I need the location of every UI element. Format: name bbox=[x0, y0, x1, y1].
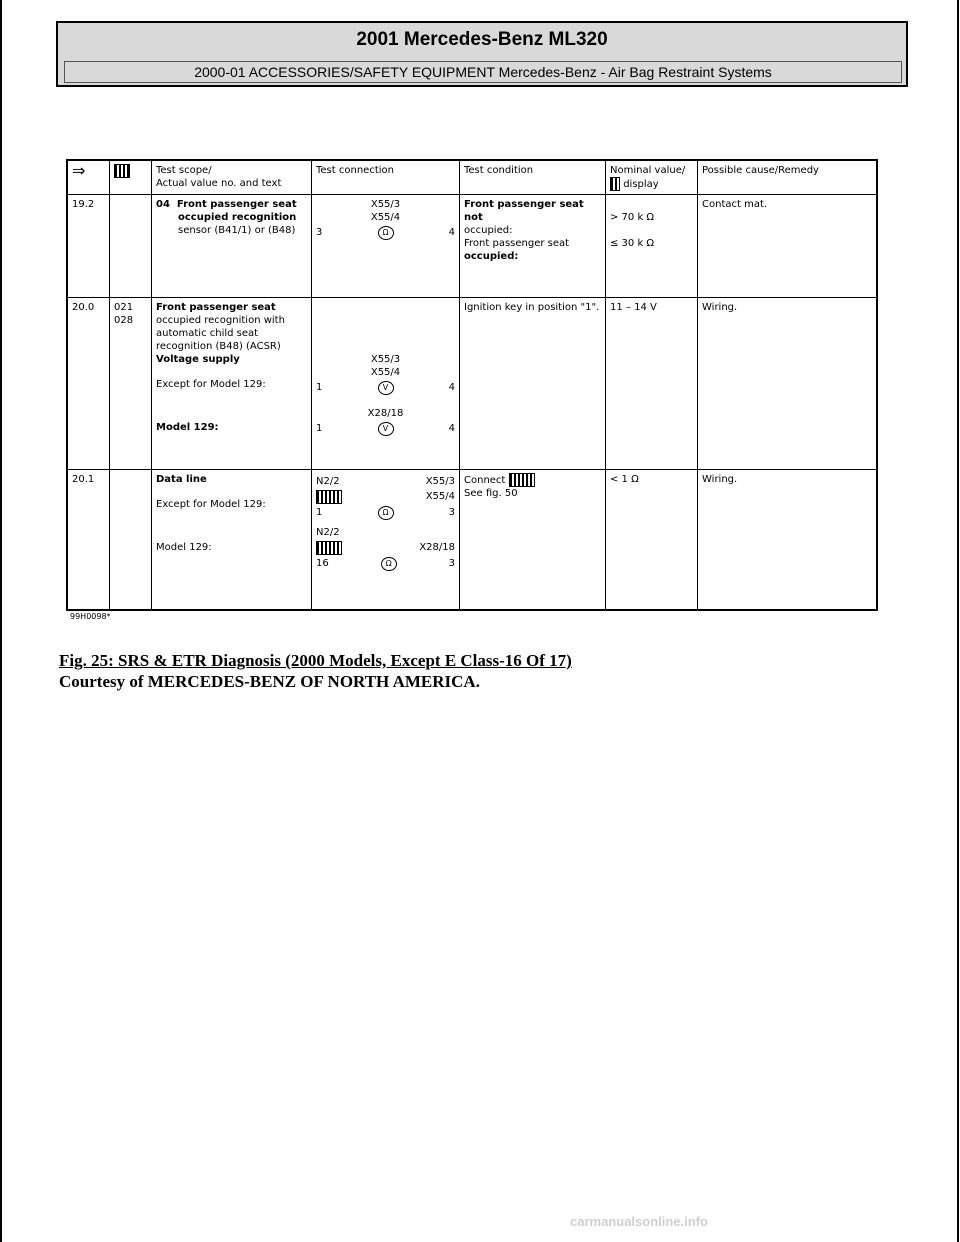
table-row bbox=[68, 470, 877, 610]
ohmmeter-icon: Ω bbox=[378, 226, 394, 240]
row-remedy: Wiring. bbox=[698, 298, 877, 470]
row-connection bbox=[312, 470, 460, 610]
scope-line: sensor (B41/1) or (B48) bbox=[178, 225, 296, 236]
scope-line: recognition (B48) (ACSR) bbox=[156, 341, 281, 352]
pin-left: 1 bbox=[316, 382, 323, 393]
voltmeter-icon: V bbox=[378, 422, 394, 436]
condition-line: Front passenger seat bbox=[464, 238, 570, 249]
figure-code: 99H0098* bbox=[70, 612, 111, 621]
condition-line: Front passenger seat not bbox=[464, 199, 584, 223]
courtesy-line: Courtesy of MERCEDES-BENZ OF NORTH AMERICA. bbox=[59, 672, 480, 691]
col-header-scope bbox=[152, 161, 312, 195]
pin-right: 4 bbox=[448, 423, 455, 434]
pin-right: 4 bbox=[448, 227, 455, 238]
scope-line: Voltage supply bbox=[156, 354, 240, 365]
diagnosis-table bbox=[67, 160, 877, 610]
sub-label: Except for Model 129: bbox=[156, 379, 266, 390]
connector-label: N2/2 bbox=[316, 527, 340, 538]
scope-line: Front passenger seat bbox=[156, 302, 276, 313]
col-header-remedy: Possible cause/Remedy bbox=[698, 161, 877, 195]
tester-icon bbox=[316, 541, 342, 555]
ohmmeter-icon: Ω bbox=[381, 557, 397, 571]
footer-watermark: carmanualsonline.info bbox=[570, 1214, 708, 1229]
scope-line: Front passenger seat bbox=[176, 199, 297, 210]
row-codes bbox=[110, 298, 152, 470]
row-connection bbox=[312, 195, 460, 298]
connector-label: X55/4 bbox=[425, 491, 455, 502]
figure-caption: Fig. 25: SRS & ETR Diagnosis (2000 Models, Except E Class-16 Of 17) bbox=[59, 651, 572, 670]
diagnosis-figure bbox=[66, 159, 878, 611]
table-row bbox=[68, 195, 877, 298]
row-step: 20.0 bbox=[68, 298, 110, 470]
scope-line: occupied recognition with bbox=[156, 315, 285, 326]
nominal-value: ≤ 30 k Ω bbox=[610, 238, 655, 249]
pin-left: 1 bbox=[316, 507, 323, 518]
code: 028 bbox=[114, 315, 134, 326]
connector-label: X28/18 bbox=[367, 408, 404, 419]
row-step: 20.1 bbox=[68, 470, 110, 610]
nominal-value: > 70 k Ω bbox=[610, 212, 655, 223]
row-scope bbox=[152, 298, 312, 470]
col-header-nominal-line1: Nominal value/ bbox=[610, 165, 686, 176]
connector-label: X55/3 bbox=[370, 354, 401, 365]
page-header bbox=[56, 21, 908, 87]
scope-line: occupied recognition bbox=[178, 212, 297, 223]
row-scope bbox=[152, 195, 312, 298]
col-header-scope-line1: Test scope/ bbox=[156, 165, 212, 176]
row-nominal: 11 – 14 V bbox=[606, 298, 698, 470]
row-nominal: < 1 Ω bbox=[606, 470, 698, 610]
condition-line: Connect bbox=[464, 475, 506, 486]
connector-label: N2/2 bbox=[316, 476, 340, 487]
col-header-scope-line2: Actual value no. and text bbox=[156, 178, 282, 189]
row-nominal bbox=[606, 195, 698, 298]
header-subtitle: 2000-01 ACCESSORIES/SAFETY EQUIPMENT Mercedes-Benz - Air Bag Restraint Systems bbox=[64, 61, 902, 83]
condition-line: See fig. 50 bbox=[464, 488, 518, 499]
row-scope bbox=[152, 470, 312, 610]
pin-left: 3 bbox=[316, 227, 323, 238]
sub-label: Model 129: bbox=[156, 542, 212, 553]
ohmmeter-icon: Ω bbox=[378, 506, 394, 520]
display-icon bbox=[610, 177, 620, 191]
connector-label: X55/3 bbox=[425, 476, 455, 487]
scope-code: 04 bbox=[156, 199, 170, 210]
row-remedy: Wiring. bbox=[698, 470, 877, 610]
pin-right: 3 bbox=[448, 507, 455, 518]
row-condition bbox=[460, 470, 606, 610]
tester-icon bbox=[316, 490, 342, 504]
arrow-icon: ⇒ bbox=[68, 161, 110, 195]
sub-label: Model 129: bbox=[156, 422, 219, 433]
tester-icon bbox=[110, 161, 152, 195]
col-header-nominal bbox=[606, 161, 698, 195]
pin-right: 3 bbox=[448, 558, 455, 569]
col-header-connection: Test connection bbox=[312, 161, 460, 195]
tester-icon bbox=[509, 473, 535, 487]
scope-line: automatic child seat bbox=[156, 328, 259, 339]
row-condition bbox=[460, 195, 606, 298]
scope-line: Data line bbox=[156, 474, 207, 485]
connector-label: X28/18 bbox=[419, 542, 455, 553]
pin-left: 1 bbox=[316, 423, 323, 434]
header-title: 2001 Mercedes-Benz ML320 bbox=[356, 29, 608, 50]
connector-label: X55/4 bbox=[370, 367, 401, 378]
col-header-condition: Test condition bbox=[460, 161, 606, 195]
voltmeter-icon: V bbox=[378, 381, 394, 395]
table-header-row bbox=[68, 161, 877, 195]
pin-right: 4 bbox=[448, 382, 455, 393]
row-connection bbox=[312, 298, 460, 470]
page-border-right bbox=[957, 0, 959, 1242]
sub-label: Except for Model 129: bbox=[156, 499, 266, 510]
page-border-left bbox=[0, 0, 2, 1242]
condition-line: occupied: bbox=[464, 251, 519, 262]
pin-left: 16 bbox=[316, 558, 329, 569]
row-condition: Ignition key in position "1". bbox=[460, 298, 606, 470]
connector-label: X55/3 bbox=[370, 199, 401, 210]
code: 021 bbox=[114, 302, 134, 313]
col-header-nominal-line2: display bbox=[623, 179, 659, 190]
condition-line: occupied: bbox=[464, 225, 513, 236]
connector-label: X55/4 bbox=[370, 212, 401, 223]
table-row bbox=[68, 298, 877, 470]
row-remedy: Contact mat. bbox=[698, 195, 877, 298]
row-step: 19.2 bbox=[68, 195, 110, 298]
